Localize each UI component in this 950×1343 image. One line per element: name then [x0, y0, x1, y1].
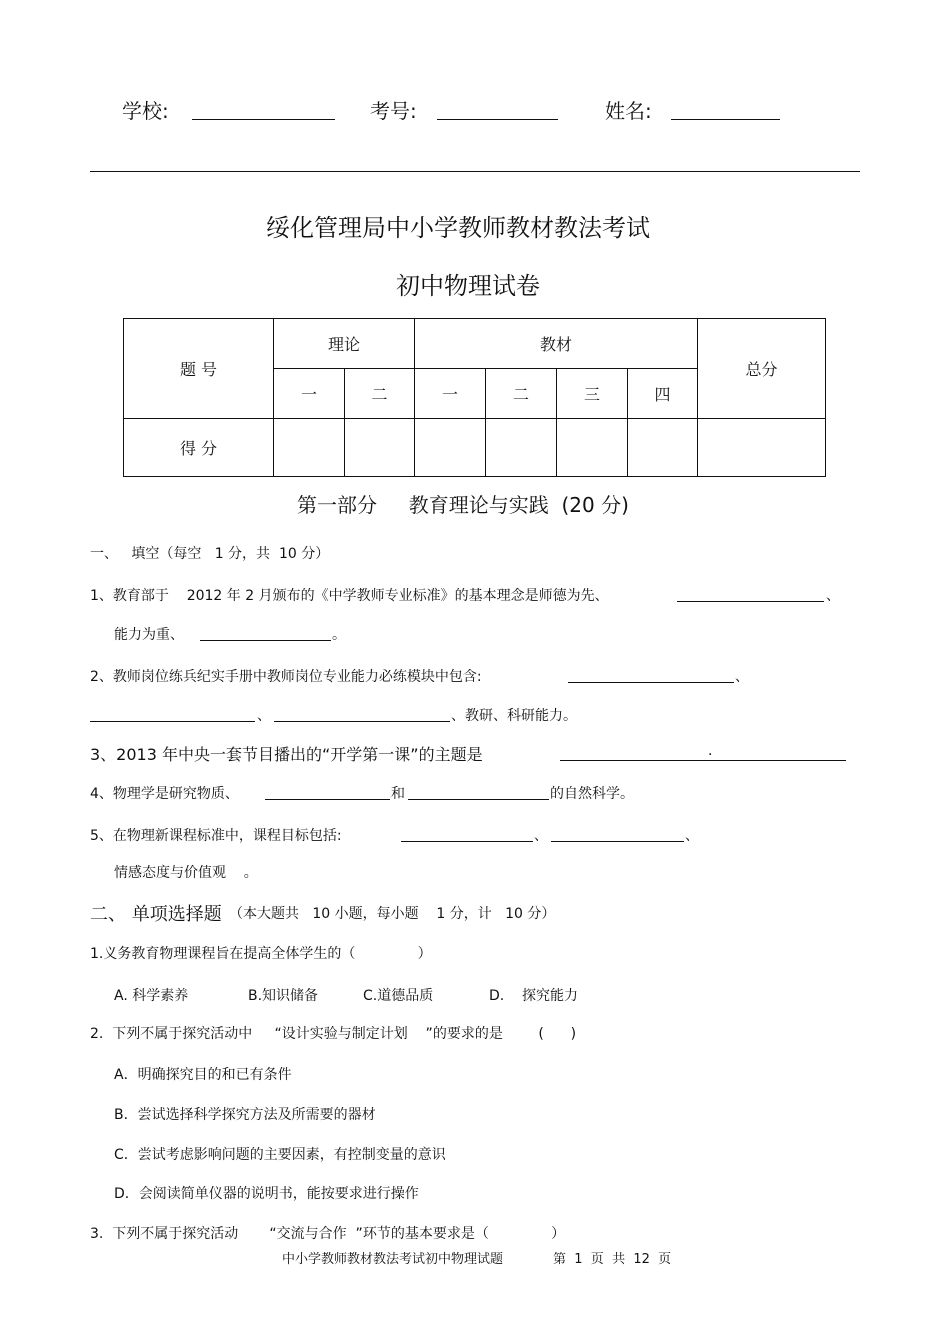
fill-q2-blank1[interactable]	[568, 682, 734, 683]
fill-q4-text: 4、物理学是研究物质、	[90, 786, 239, 802]
choice-q1-text: 1.义务教育物理课程旨在提高全体学生的（ ）	[90, 946, 432, 962]
choice-q2-option[interactable]: B．尝试选择科学探究方法及所需要的器材	[114, 1107, 376, 1123]
choice-q1-option[interactable]: B.知识储备	[248, 988, 319, 1004]
choice-q3-text: 3. 下列不属于探究活动 “交流与合作 ”环节的基本要求是（ ）	[90, 1226, 566, 1242]
fill-q4-blank2[interactable]	[408, 799, 549, 800]
choice-q2-option[interactable]: C．尝试考虑影响问题的主要因素，有控制变量的意识	[114, 1147, 446, 1163]
score-cell[interactable]	[628, 419, 698, 477]
exam-no-field[interactable]	[437, 119, 558, 120]
fill-q4-end: 的自然科学。	[550, 786, 634, 802]
sub-col-header: 四	[628, 369, 698, 419]
choice-section-heading: 二、 单项选择题	[90, 904, 222, 925]
textbook-group-header: 教材	[415, 319, 698, 369]
choice-q2-text: 2. 下列不属于探究活动中 “设计实验与制定计划 ”的要求的是 ( )	[90, 1026, 577, 1042]
theory-group-header: 理论	[274, 319, 415, 369]
sub-col-header: 三	[557, 369, 628, 419]
fill-q3-blank[interactable]	[560, 760, 846, 761]
sub-col-header: 一	[415, 369, 486, 419]
part1-heading: 第一部分 教育理论与实践 (20 分)	[297, 493, 629, 517]
header-divider	[90, 171, 860, 172]
choice-q1-option[interactable]: A. 科学素养	[114, 988, 189, 1004]
score-cell[interactable]	[274, 419, 345, 477]
total-score-cell[interactable]	[698, 419, 826, 477]
fill-q5-blank2[interactable]	[551, 841, 684, 842]
fill-q1-text: 1、教育部于 2012 年 2 月颁布的《中学教师专业标准》的基本理念是师德为先、	[90, 588, 609, 604]
fill-q4-blank1[interactable]	[265, 799, 390, 800]
exam-subtitle: 初中物理试卷	[396, 272, 540, 300]
fill-q2-sep0: 、	[735, 669, 749, 685]
fill-q2-sep1: 、	[257, 708, 271, 724]
fill-q3-dot: .	[708, 743, 713, 759]
fill-q3-text: 3、2013 年中央一套节目播出的“开学第一课”的主题是	[90, 745, 483, 764]
fill-q5-text2: 情感态度与价值观 。	[114, 865, 258, 881]
choice-q2-option[interactable]: D．会阅读简单仪器的说明书，能按要求进行操作	[114, 1186, 419, 1202]
fill-q1-blank1[interactable]	[677, 601, 824, 602]
school-field[interactable]	[192, 119, 335, 120]
choice-q1-option[interactable]: C.道德品质	[363, 988, 434, 1004]
name-field[interactable]	[671, 119, 780, 120]
choice-q2-option[interactable]: A．明确探究目的和已有条件	[114, 1067, 292, 1083]
score-cell[interactable]	[415, 419, 486, 477]
row-header-cell: 题 号	[124, 319, 274, 419]
name-label: 姓名:	[605, 99, 652, 123]
fill-q1-end: 。	[332, 627, 346, 643]
fill-q5-blank1[interactable]	[401, 841, 533, 842]
score-cell[interactable]	[486, 419, 557, 477]
exam-no-label: 考号:	[370, 99, 417, 123]
fill-q1-text2: 能力为重、	[114, 627, 184, 643]
fill-section-heading: 一、 填空（每空 1 分，共 10 分）	[90, 546, 330, 562]
total-header: 总分	[698, 319, 826, 419]
school-label: 学校:	[122, 99, 169, 123]
score-row-label: 得 分	[124, 419, 274, 477]
score-cell[interactable]	[345, 419, 415, 477]
fill-q1-blank2[interactable]	[200, 640, 331, 641]
fill-q2-end: 、教研、科研能力。	[451, 708, 577, 724]
fill-q2-blank2[interactable]	[90, 721, 255, 722]
choice-section-note: （本大题共 10 小题，每小题 1 分，计 10 分）	[229, 906, 556, 922]
fill-q5-text: 5、在物理新课程标准中，课程目标包括:	[90, 828, 342, 844]
fill-q2-text: 2、教师岗位练兵纪实手册中教师岗位专业能力必练模块中包含:	[90, 669, 482, 685]
fill-q4-and: 和	[391, 786, 405, 802]
sub-col-header: 二	[345, 369, 415, 419]
choice-q1-option[interactable]: D. 探究能力	[489, 988, 579, 1004]
score-cell[interactable]	[557, 419, 628, 477]
footer-title: 中小学教师教材教法考试初中物理试题	[282, 1252, 504, 1267]
exam-title: 绥化管理局中小学教师教材教法考试	[266, 214, 650, 242]
page-number: 第 1 页 共 12 页	[553, 1252, 672, 1267]
fill-q2-blank3[interactable]	[274, 721, 450, 722]
fill-q5-sep0: 、	[534, 828, 548, 844]
sub-col-header: 二	[486, 369, 557, 419]
score-table	[123, 318, 826, 477]
fill-q5-sep1: 、	[685, 828, 699, 844]
fill-q1-sep: 、	[826, 588, 840, 604]
sub-col-header: 一	[274, 369, 345, 419]
